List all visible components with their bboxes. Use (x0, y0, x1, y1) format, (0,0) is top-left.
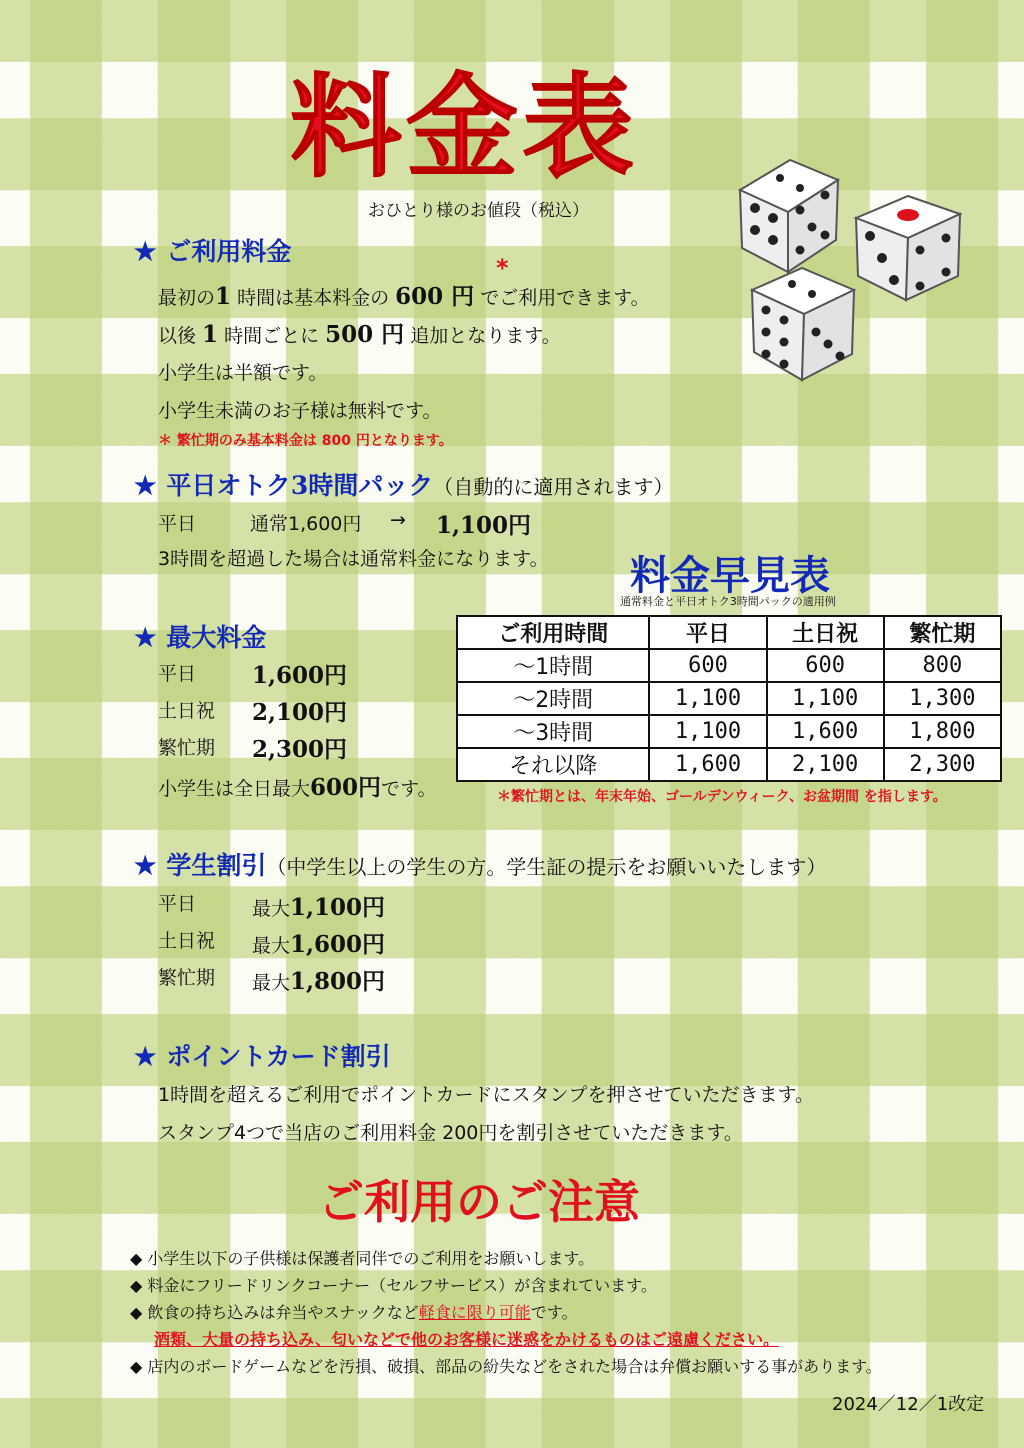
table-cell: 600 (649, 649, 766, 682)
max-row: 繁忙期 2,300円 (158, 736, 348, 763)
usage-line-4: 小学生未満のお子様は無料です。 (158, 400, 442, 422)
hayami-subtitle: 通常料金と平日オトク3時間パックの適用例 (620, 595, 836, 608)
usage-note: ＊ 繁忙期のみ基本料金は 800 円となります。 (158, 433, 453, 449)
usage-heading: ★ ご利用料金 (134, 237, 292, 266)
max-child-line: 小学生は全日最大600円です。 (158, 774, 437, 801)
student-heading: ★ 学生割引（中学生以上の学生の方。学生証の提示をお願いいたします） (134, 851, 827, 880)
point-line-2: スタンプ4つで当店のご利用料金 200円を割引させていただきます。 (158, 1122, 743, 1144)
table-cell: 1,600 (767, 715, 884, 748)
notice-item: ◆ 店内のボードゲームなどを汚損、破損、部品の紛失などをされた場合は弁償お願いする事があります。 (130, 1357, 882, 1376)
table-cell: 600 (767, 649, 884, 682)
asterisk-mark: * (496, 254, 509, 282)
notice-title: ご利用のご注意 (318, 1175, 640, 1229)
revision-date: 2024／12／1改定 (832, 1394, 985, 1415)
table-header-row (457, 616, 1001, 649)
table-cell: 800 (884, 649, 1001, 682)
table-cell: 2,300 (884, 748, 1001, 781)
table-cell: 1,600 (649, 748, 766, 781)
table-cell: 1,100 (649, 715, 766, 748)
usage-line-1: 最初の1 時間は基本料金の 600 円 でご利用できます。 (158, 283, 650, 310)
student-row: 土日祝 最大1,600円 (158, 930, 386, 958)
table-header-cell: 繁忙期 (884, 616, 1001, 649)
star-icon: ★ (134, 237, 157, 266)
notice-item: ◆ 料金にフリードリンクコーナー（セルフサービス）が含まれています。 (130, 1276, 657, 1295)
pack-over-note: 3時間を超過した場合は通常料金になります。 (158, 548, 549, 570)
point-heading: ★ ポイントカード割引 (134, 1042, 391, 1071)
table-header-cell: ご利用時間 (457, 616, 649, 649)
max-heading: ★ 最大料金 (134, 623, 267, 652)
pack-row: 平日 通常1,600円 → 1,100円 (158, 509, 532, 539)
table-row (457, 715, 1001, 748)
pack-heading: ★ 平日オトク3時間パック（自動的に適用されます） (134, 471, 674, 500)
table-row (457, 649, 1001, 682)
table-cell: それ以降 (457, 748, 649, 781)
page-title: 料金表 (290, 62, 638, 193)
table-cell: 1,300 (884, 682, 1001, 715)
table-header-cell: 土日祝 (767, 616, 884, 649)
hayami-title: 料金早見表 (630, 552, 830, 599)
table-cell: 1,100 (767, 682, 884, 715)
table-cell: 1,100 (649, 682, 766, 715)
student-row: 平日 最大1,100円 (158, 893, 386, 921)
max-row: 土日祝 2,100円 (158, 699, 348, 726)
table-cell: ～3時間 (457, 715, 649, 748)
usage-line-3: 小学生は半額です。 (158, 362, 328, 384)
table-cell: 1,800 (884, 715, 1001, 748)
max-row: 平日 1,600円 (158, 662, 348, 689)
usage-line-2: 以後 1 時間ごとに 500 円 追加となります。 (158, 321, 561, 348)
dice-icon (730, 140, 970, 390)
price-table (456, 615, 1002, 782)
table-cell: ～2時間 (457, 682, 649, 715)
student-row: 繁忙期 最大1,800円 (158, 967, 386, 995)
notice-item: ◆ 小学生以下の子供様は保護者同伴でのご利用をお願いします。 (130, 1249, 595, 1268)
star-icon: ★ (134, 623, 157, 652)
table-row (457, 748, 1001, 781)
table-note: ＊繁忙期とは、年末年始、ゴールデンウィーク、お盆期間 を指します。 (497, 789, 947, 805)
star-icon: ★ (134, 1042, 157, 1071)
table-cell: 2,100 (767, 748, 884, 781)
table-cell: ～1時間 (457, 649, 649, 682)
star-icon: ★ (134, 471, 157, 500)
point-line-1: 1時間を超えるご利用でポイントカードにスタンプを押させていただきます。 (158, 1084, 815, 1106)
star-icon: ★ (134, 851, 157, 880)
notice-item: ◆ 飲食の持ち込みは弁当やスナックなど軽食に限り可能です。 (130, 1303, 578, 1322)
table-row (457, 682, 1001, 715)
notice-warning: 酒類、大量の持ち込み、匂いなどで他のお客様に迷惑をかけるものはご遠慮ください。 (154, 1330, 779, 1349)
table-header-cell: 平日 (649, 616, 766, 649)
page-subtitle: おひとり様のお値段（税込） (368, 201, 589, 221)
